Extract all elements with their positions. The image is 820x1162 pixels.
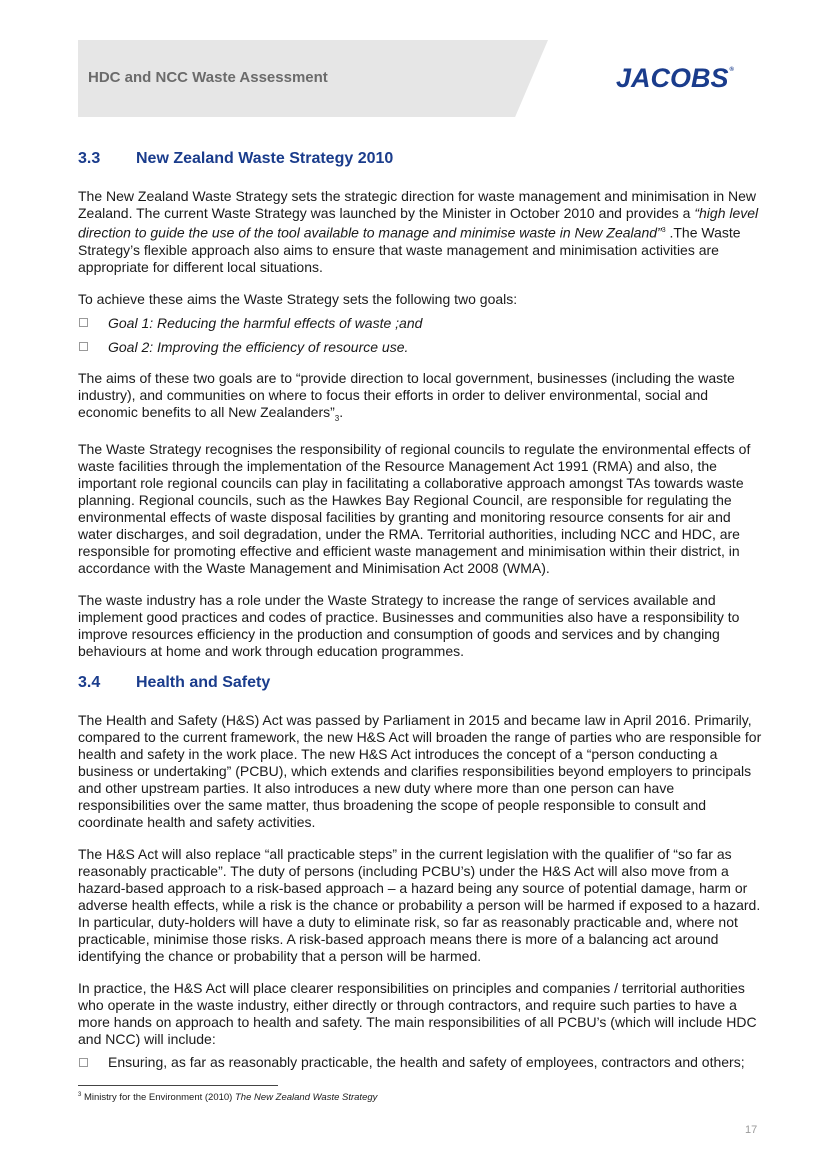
page-number: 17 [745, 1124, 758, 1136]
registered-mark: ® [729, 67, 734, 73]
bullet-box-icon [79, 318, 88, 327]
section-heading-3-4 [78, 672, 763, 694]
paragraph: The H&S Act will also replace “all practicable steps” in the current legislation with the qualifier of “so far as reasonably practicable”. The duty of persons (including PCBU’s) under the H&S Act will also move from a hazard-based approach to a risk-based approach – a hazard being any source of potential damage, harm or adverse health effects, while a risk is the chance or probability a person will be harmed if exposed to a hazard. In particular, duty-holders will have a duty to eliminate risk, so far as reasonably practicable and, where not practicable, minimise those risks. A risk-based approach means there is more of a balancing act around identifying the chance or probability that a person will be harmed. [78, 846, 761, 965]
footnote-divider [78, 1085, 278, 1086]
bullet-box-icon [79, 1058, 88, 1067]
section-number: 3.3 [78, 150, 101, 167]
paragraph: The Health and Safety (H&S) Act was passed by Parliament in 2015 and became law in April 2016. Primarily, compared to the current framework, the new H&S Act will broaden the range of parties who are responsible for health and safety in the work place. The new H&S Act introduces the concept of a “person conducting a business or undertaking” (PCBU), which extends and clarifies responsibilities beyond employers to principals and other upstream parties. It also introduces a new duty where more than one person can have responsibilities over the same matter, thus broadening the scope of people responsible to consult and coordinate health and safety activities. [78, 712, 762, 831]
list-item: Goal 2: Improving the efficiency of resource use. [78, 335, 763, 359]
paragraph: In practice, the H&S Act will place clearer responsibilities on principles and companies / territorial authorities who operate in the waste industry, either directly or through contractors, and require such parties to have a more hands on approach to health and safety. The main responsibilities of all PCBU’s (which will include HDC and NCC) will include: [78, 980, 757, 1048]
footnote-title: The New Zealand Waste Strategy [235, 1092, 378, 1104]
footnote: $^3$ Ministry for the Environment (2010) The New Zealand Waste Strategy [78, 1092, 378, 1104]
section-title: New Zealand Waste Strategy 2010 [136, 150, 394, 167]
footnote-number: 3 [78, 1092, 82, 1098]
footnote-ref: 3 [334, 413, 340, 423]
logo-text: JACOBS [616, 63, 729, 93]
section-number: 3.4 [78, 674, 101, 692]
list-item: Goal 1: Reducing the harmful effects of waste ;and [78, 311, 763, 335]
paragraph: The Waste Strategy recognises the responsibility of regional councils to regulate the environmental effects of waste facilities through the implementation of the Resource Management Act 1991 (RMA) and also, the important role regional councils can play in facilitating a collaborative approach amongst TAs towards waste planning. Regional councils, such as the Hawkes Bay Regional Council, are responsible for regulating the environmental effects of waste disposal facilities by granting and monitoring resource consents for air and water discharges, and soil degradation, under the RMA. Territorial authorities, including NCC and HDC, are responsible for promoting effective and efficient waste management and minimisation within their district, in accordance with the Waste Management and Minimisation Act 2008 (WMA). [78, 441, 751, 577]
document-title: HDC and NCC Waste Assessment [88, 69, 328, 86]
list-item: Ensuring, as far as reasonably practicable, the health and safety of employees, contractors and others; [78, 1050, 763, 1074]
jacobs-logo [616, 63, 734, 94]
quote-text: “high level direction to guide the use of the tool available to manage and minimise waste in New Zealand” [78, 205, 759, 241]
responsibilities-list [78, 1050, 763, 1074]
paragraph: The waste industry has a role under the Waste Strategy to increase the range of services available and implement good practices and codes of practice. Businesses and communities also have a responsibility to improve resources efficiency in the production and consumption of goods and services and by changing behaviours at home and work through education programmes. [78, 592, 740, 660]
bullet-box-icon [79, 342, 88, 351]
goals-list [78, 311, 763, 359]
footnote-ref: 3 [661, 227, 666, 234]
paragraph: To achieve these aims the Waste Strategy sets the following two goals: [78, 290, 518, 307]
paragraph: The aims of these two goals are to “provide direction to local government, businesses (including the waste industry), and communities on where to focus their efforts in order to deliver environmental, social and economic benefits to all New $Zealanders”_3$. [78, 369, 735, 423]
section-title: Health and Safety [136, 674, 271, 692]
section-heading-3-3 [78, 148, 763, 170]
paragraph: The New Zealand Waste Strategy sets the strategic direction for waste management and minimisation in New Zealand. The current Waste Strategy was launched by the Minister in October 2010 and provides a “high level direction to guide the use of the tool available to manage and minimise waste in New Zealand”$^3$ .The Waste Strategy’s flexible approach also aims to ensure that waste management and minimisation activities are appropriate for different local situations. [78, 188, 759, 275]
page-content [78, 148, 763, 1074]
